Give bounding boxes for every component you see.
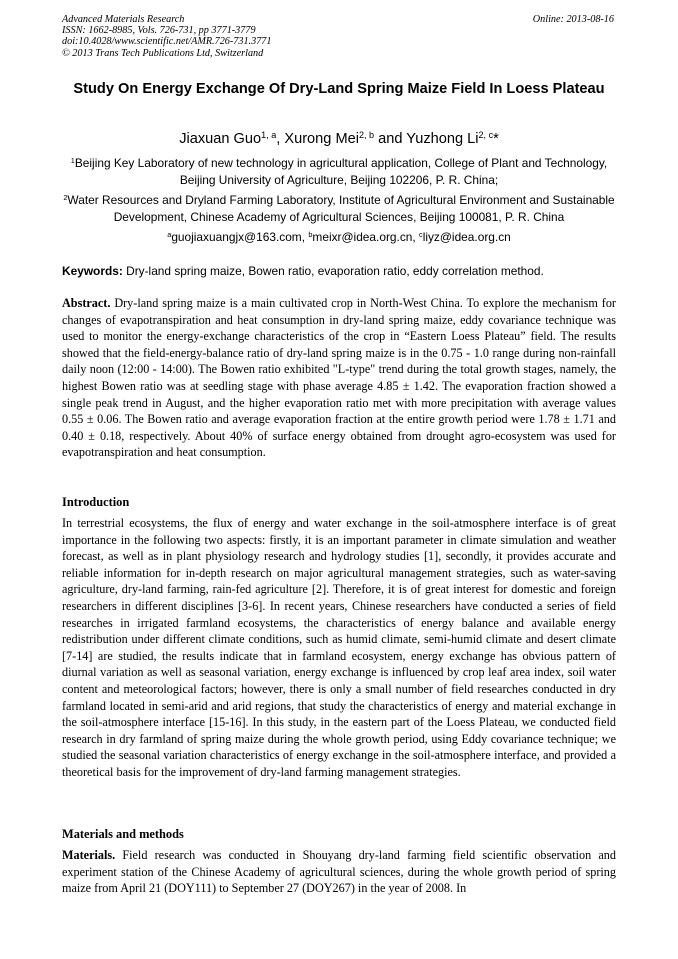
affiliation-1 xyxy=(62,155,616,189)
online-date: Online: 2013-08-16 xyxy=(532,14,614,25)
email-superscript: c xyxy=(419,229,423,239)
author-name: Yuzhong Li xyxy=(406,131,479,147)
affiliation-text: Water Resources and Dryland Farming Laboratory, Institute of Agricultural Environment and Sustainable Development, Chinese Academy of Agricultural Sciences, Beijing 100081, P. R. China xyxy=(67,193,615,224)
affiliation-number: 1 xyxy=(70,155,75,165)
email-address[interactable]: guojiaxuangjx@163.com xyxy=(171,230,302,244)
abstract-label: Abstract. xyxy=(62,296,111,310)
abstract xyxy=(62,295,616,461)
journal-name: Advanced Materials Research xyxy=(62,14,185,25)
email-separator: , xyxy=(412,230,419,244)
affiliation-number: 2 xyxy=(63,192,68,202)
materials-label: Materials. xyxy=(62,848,116,862)
author-superscript: 1, a xyxy=(261,130,277,141)
author-separator: , xyxy=(276,131,285,147)
methods-body xyxy=(62,847,616,897)
email-superscript: a xyxy=(167,229,172,239)
methods-heading: Materials and methods xyxy=(62,827,184,841)
author-superscript: 2, b xyxy=(358,130,375,141)
author-name: Xurong Mei xyxy=(284,131,359,147)
author-separator: and xyxy=(374,131,407,147)
paper-title: Study On Energy Exchange Of Dry-Land Spring Maize Field In Loess Plateau xyxy=(73,81,605,97)
email-address[interactable]: liyz@idea.org.cn xyxy=(422,230,511,244)
doi-line: doi:10.4028/www.scientific.net/AMR.726-731.3771 xyxy=(62,36,272,48)
keywords-text: Dry-land spring maize, Bowen ratio, evaporation ratio, eddy correlation method. xyxy=(122,264,544,278)
affiliation-2 xyxy=(62,192,616,226)
introduction-body: In terrestrial ecosystems, the flux of energy and water exchange in the soil-atmosphere interface is of great importance in the following two aspects: firstly, it is an important parameter in climate simulation and weather forecast, as well as in plant physiology research and hydrology studies [1], secondly, it provides accurate and reliable information for in-depth research on major agricultural management strategies, such as water-saving agriculture, dry-land farming, rain-fed agriculture [2]. Therefore, it is of great interest for domestic and foreign researchers in different disciplines [3-6]. In recent years, Chinese researchers have conducted a series of field researches in irrigated farmland ecosystems, the characteristics of energy balance and available energy redistribution under different climate conditions, such as humid climate, semi-humid climate and desert climate [7-14] are studied, the results indicate that in farmland ecosystem, energy exchange has obvious pattern of diurnal variation as well as seasonal variation, energy exchange is influenced by crop leaf area index, soil water content and meteorological factors; however, there is only a small number of field researches conducted in dry farmland located in semi-arid and arid regions, that study the characteristics of energy and material exchange in the soil-atmosphere interface [15-16]. In this study, in the eastern part of the Loess Plateau, we conducted field research in dry farmland of spring maize during the whole growth period, using Eddy covariance technique; we studied the seasonal variation characteristics of energy exchange in the soil-atmosphere interface, and provided a theoretical basis for the improvement of dry-land farming management strategies. xyxy=(62,516,616,779)
email-separator: , xyxy=(301,230,309,244)
author-superscript: 2, c xyxy=(478,130,494,141)
materials-text: Field research was conducted in Shouyang dry-land farming field scientific observation and experiment station of the Chinese Academy of agricultural sciences, during the whole growth period of spring maize from April 21 (DOY111) to September 27 (DOY267) in the year of 2008. In xyxy=(62,848,616,896)
abstract-text: Dry-land spring maize is a main cultivated crop in North-West China. To explore the mechanism for changes of evapotranspiration and heat consumption in dry-land spring maize, eddy covariance technique was used to monitor the energy-exchange characteristics of the crop in “Eastern Loess Plateau” field. The results showed that the field-energy-balance ratio of dry-land spring maize is in the 0.75 - 1.0 range during non-rainfall daily noon (12:00 - 14:00). The Bowen ratio exhibited "L-type" trend during the total growth stages, namely, the highest Bowen ratio was at seedling stage with phase average 4.85 ± 1.42. The evaporation fraction showed a single peak trend in August, and the higher evaporation ratio met with more precipitation with average values 0.55 ± 0.06. The Bowen ratio and average evaporation fraction at the entire growth period were 1.78 ± 1.71 and 0.40 ± 0.18, respectively. About 40% of surface energy obtained from drought agro-ecosystem was used for evapotranspiration and heat consumption. xyxy=(62,296,616,460)
email-superscript: b xyxy=(308,229,313,239)
issn-line: ISSN: 1662-8985, Vols. 726-731, pp 3771-3779 xyxy=(62,25,256,37)
keywords xyxy=(62,263,616,279)
keywords-label: Keywords: xyxy=(62,264,123,278)
journal-header xyxy=(62,14,271,59)
email-line xyxy=(62,229,616,246)
email-address[interactable]: meixr@idea.org.cn xyxy=(312,230,413,244)
affiliation-text: Beijing Key Laboratory of new technology in agricultural application, College of Plant and Technology, Beijing University of Agriculture, Beijing 102206, P. R. China; xyxy=(74,156,608,187)
author-line xyxy=(62,130,616,148)
corresponding-mark: * xyxy=(493,131,499,147)
introduction-heading: Introduction xyxy=(62,495,130,509)
copyright-line: © 2013 Trans Tech Publications Ltd, Switzerland xyxy=(62,47,264,59)
author-name: Jiaxuan Guo xyxy=(179,131,262,147)
